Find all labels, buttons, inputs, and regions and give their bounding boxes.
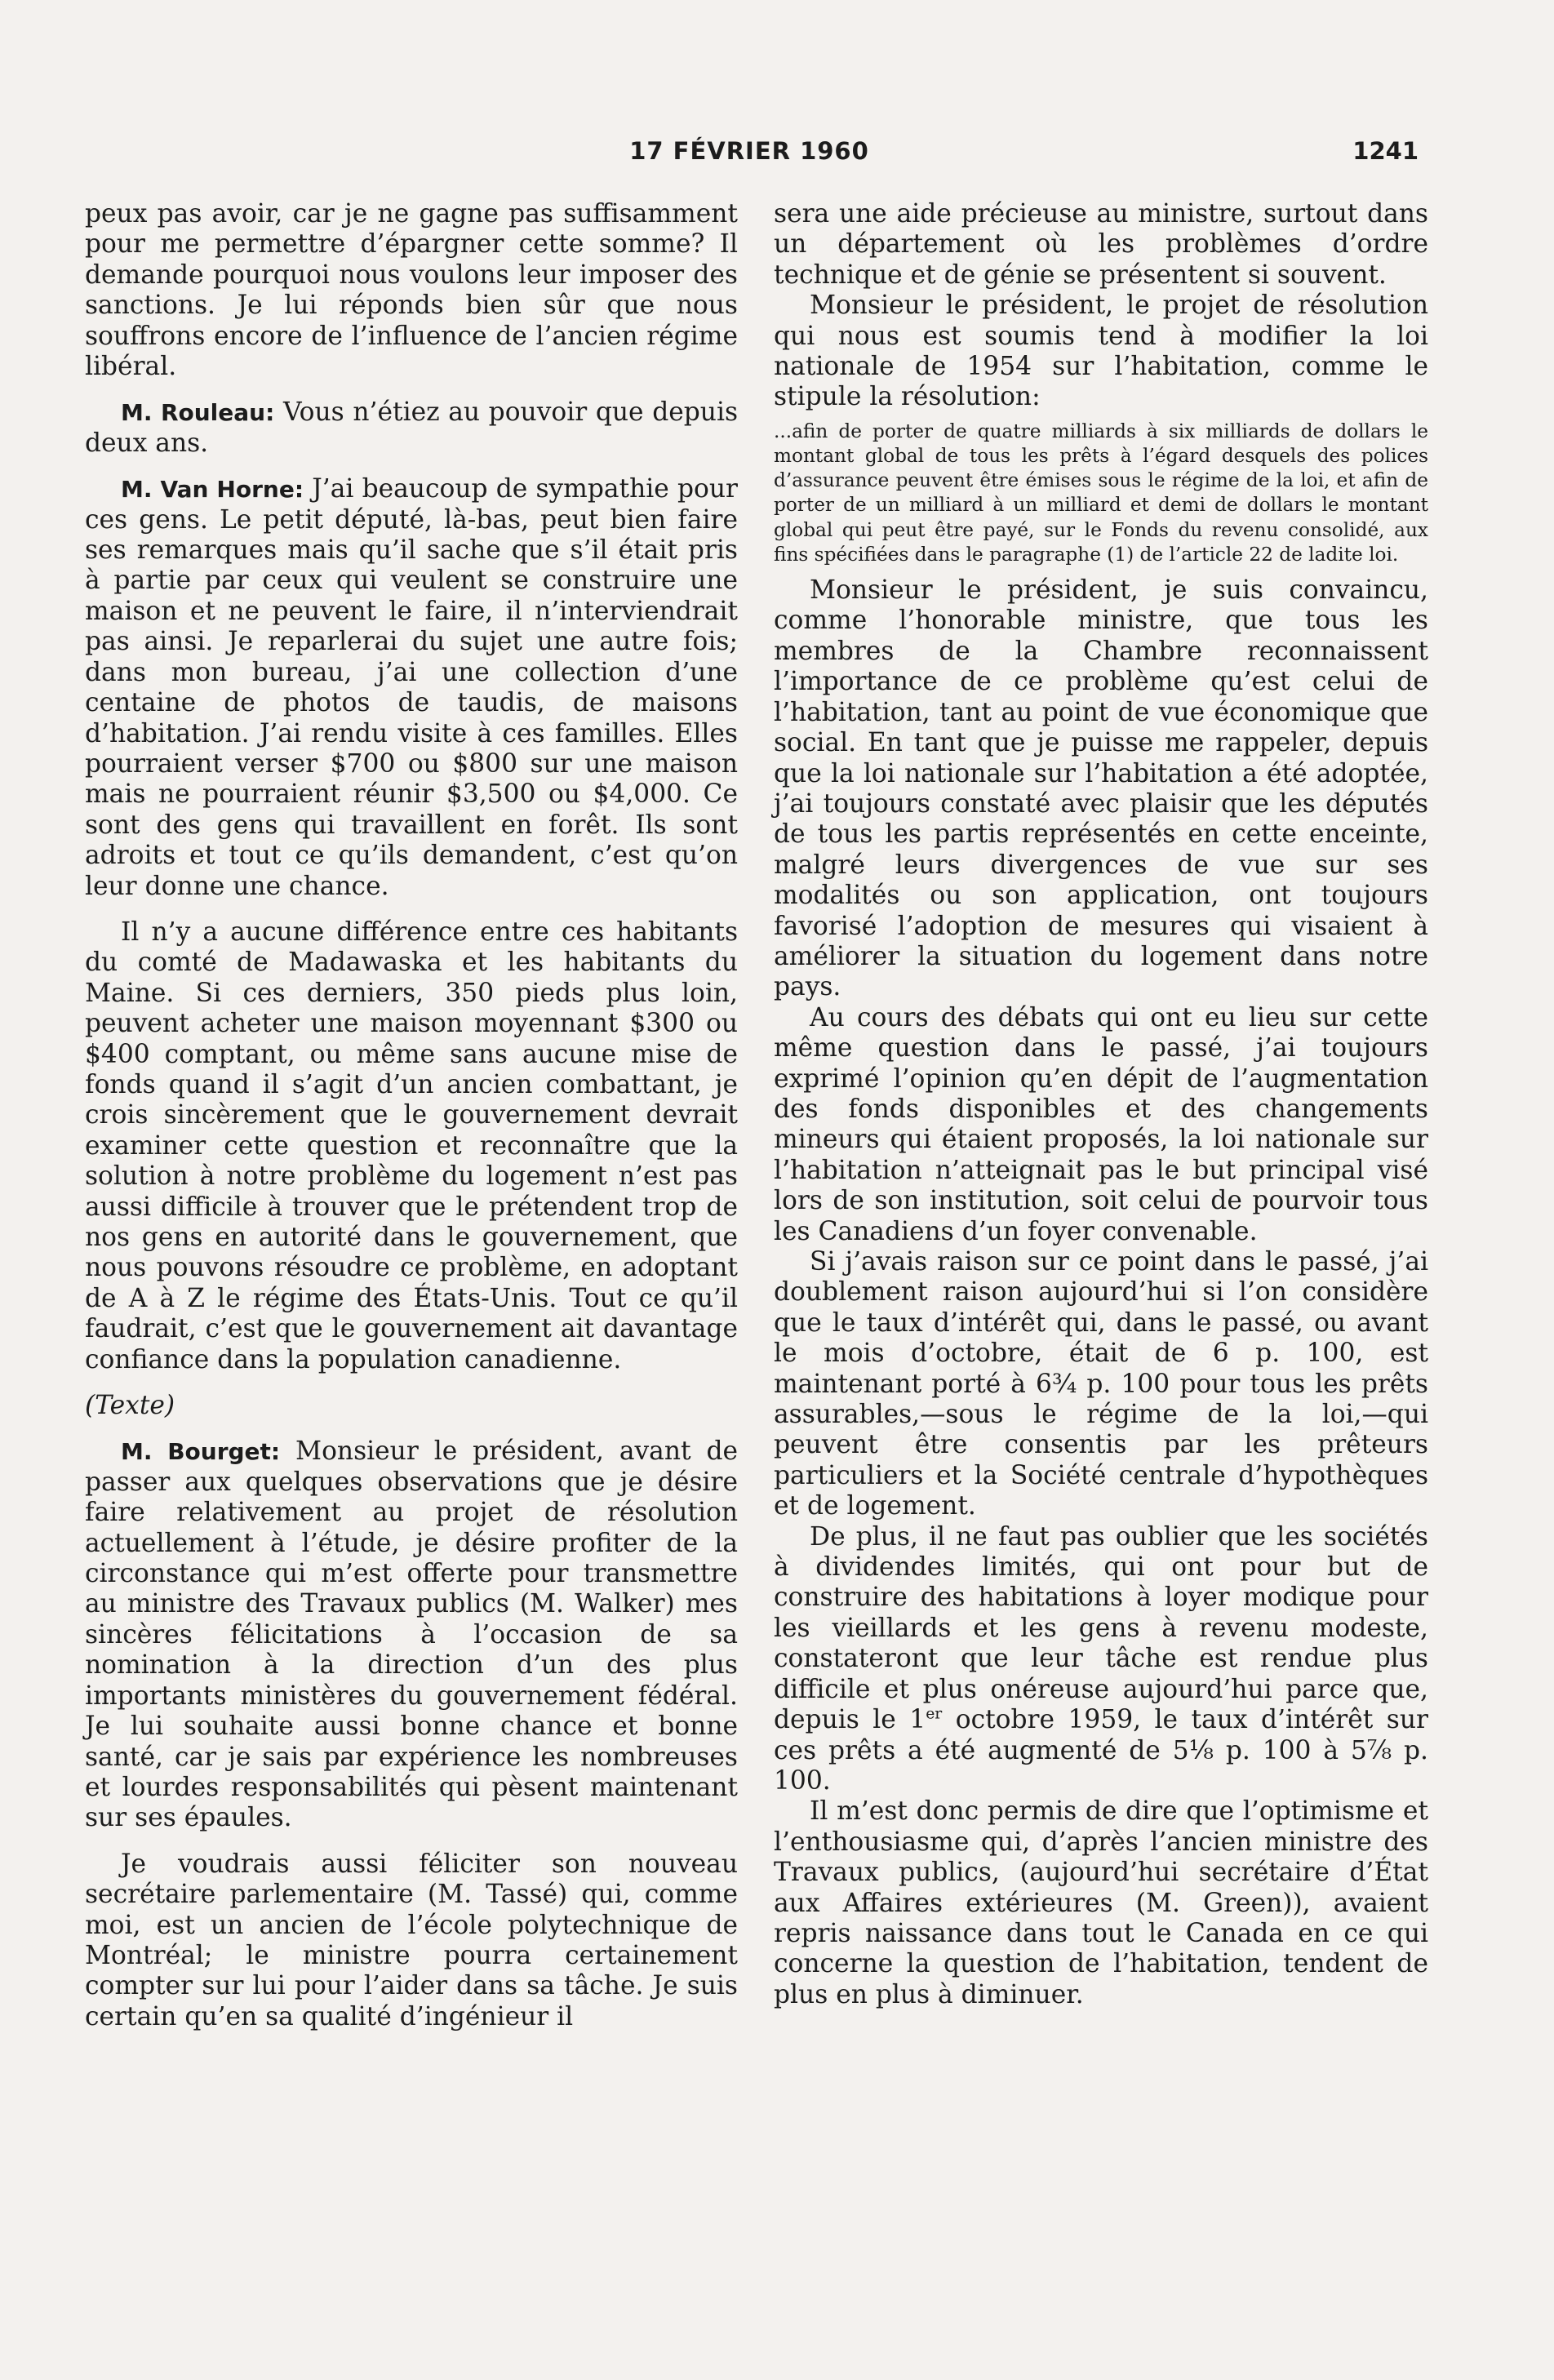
header-date: 17 FÉVRIER 1960 [629, 137, 869, 165]
paragraph [85, 474, 738, 902]
resolution-quote: ...afin de porter de quatre milliards à six milliards de dollars le montant global de tous les prêts à l’égard desquels des polices d’assurance peuvent être émises sous le régime de la loi, et afin de porter de un milliard à un milliard et demi de dollars le montant global qui peut être payé, sur le Fonds du revenu consolidé, aux fins spécifiées dans le paragraphe (1) de l’article 22 de ladite loi. [774, 420, 1428, 566]
paragraph: sera une aide précieuse au ministre, surtout dans un département où les problèmes d’ordre technique et de génie se présentent si souvent. [774, 199, 1428, 290]
right-column [774, 199, 1428, 2010]
section-label: (Texte) [85, 1391, 175, 1421]
text-run: octobre 1959, le taux d’intérêt sur ces prêts a été augmenté de 5⅛ p. 100 à 5⅞ p. 100. [774, 1705, 1428, 1796]
paragraph: Monsieur le président, je suis convaincu, comme l’honorable ministre, que tous les membres de la Chambre reconnaissent l’importance de ce problème qu’est celui de l’habitation, tant au point de vue économique que social. En tant que je puisse me rappeler, depuis que la loi nationale sur l’habitation a été adoptée, j’ai toujours constaté avec plaisir que les députés de tous les partis représentés en cette enceinte, malgré leurs divergences de vue sur ses modalités ou son application, ont toujours favorisé l’adoption de mesures qui visaient à améliorer la situation du logement dans notre pays. [774, 575, 1428, 1002]
paragraph: Si j’avais raison sur ce point dans le passé, j’ai doublement raison aujourd’hui si l’on considère que le taux d’intérêt qui, dans le passé, ou avant le mois d’octobre, était de 6 p. 100, est maintenant porté à 6¾ p. 100 pour tous les prêts assurables,—sous le régime de la loi,—qui peuvent être consentis par les prêteurs particuliers et la Société centrale d’hypothèques et de logement. [774, 1247, 1428, 1521]
paragraph: Il m’est donc permis de dire que l’optimisme et l’enthousiasme qui, d’après l’ancien ministre des Travaux publics, (aujourd’hui secrétaire d’État aux Affaires extérieures (M. Green)), avaient repris naissance dans tout le Canada en ce qui concerne la question de l’habitation, tendent de plus en plus à diminuer. [774, 1796, 1428, 2009]
paragraph: Au cours des débats qui ont eu lieu sur cette même question dans le passé, j’ai toujours exprimé l’opinion qu’en dépit de l’augmentation des fonds disponibles et des changements mineurs qui étaient proposés, la loi nationale sur l’habitation n’atteignait pas le but principal visé lors de son institution, soit celui de pourvoir tous les Canadiens d’un foyer convenable. [774, 1002, 1428, 1246]
left-column [85, 199, 738, 2032]
paragraph: Il n’y a aucune différence entre ces habitants du comté de Madawaska et les habitants du Maine. Si ces derniers, 350 pieds plus loin, peuvent acheter une maison moyennant $300 ou $400 comptant, ou même sans aucune mise de fonds quand il s’agit d’un ancien combattant, je crois sincèrement que le gouvernement devrait examiner cette question et reconnaître que la solution à notre problème du logement n’est pas aussi difficile à trouver que le prétendent trop de nos gens en autorité dans le gouvernement, que nous pouvons résoudre ce problème, en adoptant de A à Z le régime des États-Unis. Tout ce qu’il faudrait, c’est que le gouvernement ait davantage confiance dans la population canadienne. [85, 917, 738, 1374]
paragraph: peux pas avoir, car je ne gagne pas suffisamment pour me permettre d’épargner cette somme? Il demande pourquoi nous voulons leur imposer des sanctions. Je lui réponds bien sûr que nous souffrons encore de l’influence de l’ancien régime libéral. [85, 199, 738, 382]
paragraph: Monsieur le président, le projet de résolution qui nous est soumis tend à modifier la loi nationale de 1954 sur l’habitation, comme le stipule la résolution: [774, 291, 1428, 412]
paragraph [774, 1522, 1428, 1797]
superscript: er [926, 1705, 943, 1723]
speech-text: Monsieur le président, avant de passer aux quelques observations que je désire faire relativement au projet de résolution actuellement à l’étude, je désire profiter de la circonstance qui m’est offerte pour transmettre au ministre des Travaux publics (M. Walker) mes sincères félicitations à l’occasion de sa nomination à la direction d’un des plus importants ministères du gouvernement fédéral. Je lui souhaite aussi bonne chance et bonne santé, car je sais par expérience les nombreuses et lourdes responsabilités qui pèsent maintenant sur ses épaules. [85, 1436, 739, 1833]
paragraph [85, 397, 738, 459]
paragraph: Je voudrais aussi féliciter son nouveau secrétaire parlementaire (M. Tassé) qui, comme moi, est un ancien de l’école polytechnique de Montréal; le ministre pourra certainement compter sur lui pour l’aider dans sa tâche. Je suis certain qu’en sa qualité d’ingénieur il [85, 1849, 738, 2031]
speaker-name: M. Rouleau: [121, 399, 275, 427]
speaker-name: M. Van Horne: [121, 476, 304, 504]
speaker-name: M. Bourget: [121, 1438, 281, 1466]
paragraph [85, 1436, 738, 1833]
speech-text: J’ai beaucoup de sympathie pour ces gens. Le petit député, là-bas, peut bien faire ses remarques mais qu’il sache que s’il était pris à partie par ceux qui veulent se construire une maison et ne peuvent le faire, il n’interviendrait pas ainsi. Je reparlerai du sujet une autre fois; dans mon bureau, j’ai une collection d’une centaine de photos de taudis, de maisons d’habitation. J’ai rendu visite à ces familles. Elles pourraient verser $700 ou $800 sur une maison mais ne pourraient réunir $3,500 ou $4,000. Ce sont des gens qui travaillent en forêt. Ils sont adroits et tout ce qu’ils demandent, c’est qu’on leur donne une chance. [85, 474, 738, 901]
page-header [80, 137, 1419, 175]
page-number: 1241 [1352, 137, 1419, 165]
speech-text: Vous n’étiez au pouvoir que depuis deux ans. [85, 397, 739, 458]
text-run: De plus, il ne faut pas oublier que les sociétés à dividendes limités, qui ont pour but de construire des habitations à loyer modique pour les vieillards et les gens à revenu modeste, constateront que leur tâche est rendue plus difficile et plus onéreuse aujourd’hui parce que, depuis le 1 [774, 1521, 1428, 1735]
